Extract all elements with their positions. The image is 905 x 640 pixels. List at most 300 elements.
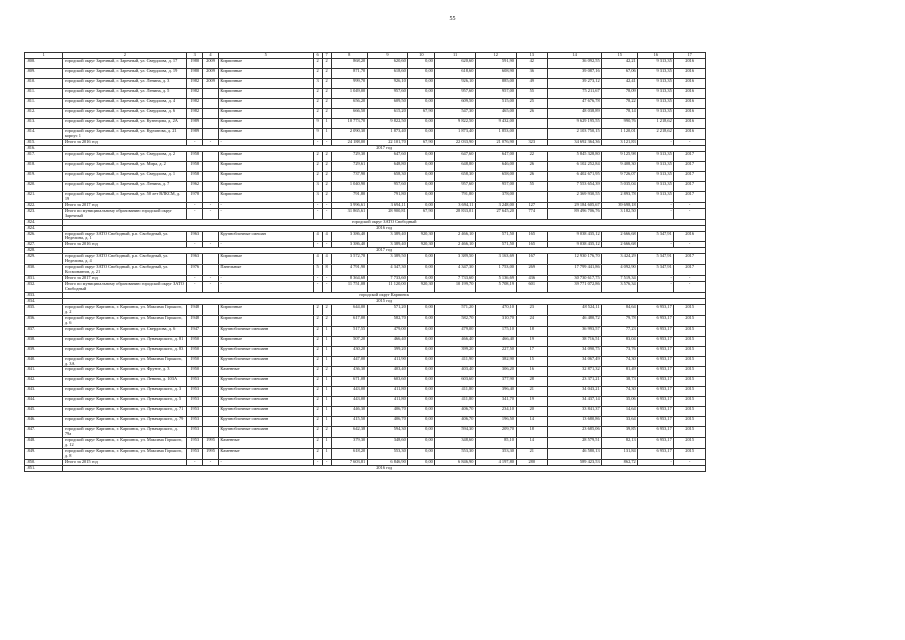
renovation-year-cell <box>203 346 219 356</box>
total-area-cell: 644,00 <box>331 304 367 315</box>
address-cell: Итого по муниципальному образованию городской округ Заречный <box>63 208 187 219</box>
wall-material-cell: Кирпичные <box>218 191 313 202</box>
build-year-cell: 1953 <box>187 449 203 460</box>
wall-material-cell: Крупноблочные смешанн <box>218 346 313 356</box>
table-row <box>25 387 706 397</box>
renovation-year-cell <box>203 99 219 109</box>
planned-year-cell: - <box>674 459 706 465</box>
premises-area-cell: 594,30 <box>367 427 408 438</box>
planned-year-cell: 2015 <box>674 315 706 326</box>
floors-cell: 2 <box>313 69 322 79</box>
build-year-cell: 1953 <box>187 427 203 438</box>
residential-area-cell: 196,50 <box>475 417 516 427</box>
repair-cost-cell: 9 038 435,12 <box>548 231 602 242</box>
wall-material-cell: Крупноблочные смешанн <box>218 407 313 417</box>
entrances-cell: 1 <box>322 387 331 397</box>
total-area-cell: 999,70 <box>331 79 367 89</box>
address-cell: городской округ Карпинск, г. Карпинск, ул. Фрунзе, д. 3 <box>63 367 187 377</box>
residential-area-cell: 310,70 <box>475 315 516 326</box>
residential-area-cell: 306,20 <box>475 367 516 377</box>
unit-cost-cell: 81,49 <box>602 367 638 377</box>
repair-cost-cell: 34 043,21 <box>548 387 602 397</box>
private-area-cell: 603,60 <box>435 377 476 387</box>
wall-material-cell: Кирпичные <box>218 336 313 346</box>
wall-material-cell: Кирпичные <box>218 129 313 140</box>
total-area-cell: 868,20 <box>331 59 367 69</box>
max-cost-cell: 2 218,62 <box>638 129 674 140</box>
total-area-cell: 3 386,40 <box>331 231 367 242</box>
max-cost-cell: 9 313,35 <box>638 161 674 171</box>
max-cost-cell: 6 953,17 <box>638 407 674 417</box>
total-area-cell: 2 090,30 <box>331 129 367 140</box>
wall-material-cell: Крупноблочные смешанн <box>218 397 313 407</box>
wall-material-cell: Кирпичные <box>218 79 313 89</box>
renovation-year-cell <box>203 109 219 119</box>
repair-cost-cell: 589 423,53 <box>548 459 602 465</box>
address-cell: городской округ Заречный, г. Заречный, ул. 50 лет ВЛКСМ, д. 19 <box>63 191 187 202</box>
build-year-cell: 1950 <box>187 336 203 346</box>
total-row <box>25 282 706 293</box>
max-cost-cell: 6 953,17 <box>638 438 674 449</box>
total-area-cell: 617,00 <box>331 315 367 326</box>
floors-cell: 2 <box>313 387 322 397</box>
max-cost-cell: - <box>638 202 674 208</box>
residential-area-cell: 957,00 <box>475 181 516 191</box>
wall-material-cell: Каменные <box>218 438 313 449</box>
unit-cost-cell: 3 576,34 <box>602 282 638 293</box>
wall-material-cell: Крупноблочные смешанн <box>218 387 313 397</box>
address-cell: городской округ Заречный, г. Заречный, ул. Курчатова, д. 21 корпус 1 <box>63 129 187 140</box>
address-cell: городской округ Карпинск, г. Карпинск, ул. Луначарского, д. 3 <box>63 387 187 397</box>
total-area-cell: 871,70 <box>331 69 367 79</box>
residential-area-cell: 85,10 <box>475 438 516 449</box>
renovation-year-cell <box>203 171 219 181</box>
build-year-cell: - <box>187 282 203 293</box>
build-year-cell: 1976 <box>187 265 203 276</box>
planned-year-cell: 2015 <box>674 449 706 460</box>
entrances-cell: - <box>322 139 331 145</box>
planned-year-cell: 2017 <box>674 161 706 171</box>
column-number-cell: 15 <box>602 53 638 59</box>
address-cell: городской округ ЗАТО Свободный, р.п. Свободный, ул. Неделина, д. 4 <box>63 254 187 265</box>
municipal-area-cell: 0,00 <box>408 181 435 191</box>
residential-area-cell: 647,00 <box>475 151 516 161</box>
address-cell: городской округ Заречный, г. Заречный, ул. Ленина, д. 5 <box>63 89 187 99</box>
floors-cell: 2 <box>313 356 322 367</box>
row-number-cell: .838. <box>25 336 63 346</box>
build-year-cell: 1963 <box>187 254 203 265</box>
total-area-cell: 737,90 <box>331 171 367 181</box>
floors-cell: 2 <box>313 417 322 427</box>
floors-cell: - <box>313 242 322 248</box>
municipal-area-cell: 0,00 <box>408 276 435 282</box>
municipal-area-cell: 0,00 <box>408 304 435 315</box>
repair-cost-cell: 17 799 441,86 <box>548 265 602 276</box>
renovation-year-cell: - <box>203 139 219 145</box>
unit-cost-cell: 2 666,68 <box>602 231 638 242</box>
row-number-cell: .843. <box>25 387 63 397</box>
premises-area-cell: 7 733,60 <box>367 276 408 282</box>
max-cost-cell: - <box>638 276 674 282</box>
residential-area-cell: 209,70 <box>475 427 516 438</box>
residential-area-cell: 377,90 <box>475 377 516 387</box>
repair-cost-cell: 75 211,67 <box>548 89 602 99</box>
wall-material-cell: Кирпичные <box>218 181 313 191</box>
residents-cell: 19 <box>516 336 548 346</box>
address-cell: Итого за 2017 год <box>63 276 187 282</box>
planned-year-cell: 2015 <box>674 346 706 356</box>
max-cost-cell: 5 347,91 <box>638 265 674 276</box>
unit-cost-cell: 33,64 <box>602 417 638 427</box>
entrances-cell: 2 <box>322 79 331 89</box>
row-number-cell: .847. <box>25 427 63 438</box>
column-number-cell: 1 <box>25 53 63 59</box>
max-cost-cell: - <box>638 459 674 465</box>
renovation-year-cell <box>203 161 219 171</box>
wall-material-cell: - <box>218 242 313 248</box>
residents-cell: 165 <box>516 231 548 242</box>
municipal-area-cell: 0,00 <box>408 89 435 99</box>
column-number-cell: 16 <box>638 53 674 59</box>
table-row <box>25 449 706 460</box>
address-cell: городской округ Заречный, г. Заречный, ул. Свердлова, д. 6 <box>63 109 187 119</box>
max-cost-cell: 1 218,62 <box>638 119 674 129</box>
build-year-cell: 1958 <box>187 171 203 181</box>
residential-area-cell: 5 136,69 <box>475 276 516 282</box>
column-number-cell: 5 <box>218 53 313 59</box>
wall-material-cell: Крупноблочные смешанн <box>218 427 313 438</box>
section-heading-cell: городской округ ЗАТО Свободный <box>63 219 706 225</box>
row-number-cell: .841. <box>25 367 63 377</box>
max-cost-cell: 9 313,35 <box>638 151 674 161</box>
repair-cost-cell: 48 038,89 <box>548 109 602 119</box>
private-area-cell: 571,20 <box>435 304 476 315</box>
repair-cost-cell: 33 841,37 <box>548 407 602 417</box>
table-row <box>25 89 706 99</box>
private-area-cell: 406,70 <box>435 407 476 417</box>
premises-area-cell: 9 822,50 <box>367 119 408 129</box>
residents-cell: 127 <box>516 202 548 208</box>
premises-area-cell: 11 120,00 <box>367 282 408 293</box>
residents-cell: 18 <box>516 326 548 336</box>
repair-cost-cell: 12 930 176,70 <box>548 254 602 265</box>
total-area-cell: 11 751,08 <box>331 282 367 293</box>
planned-year-cell: 2015 <box>674 367 706 377</box>
entrances-cell: 2 <box>322 59 331 69</box>
max-cost-cell: 6 953,17 <box>638 427 674 438</box>
planned-year-cell: - <box>674 208 706 219</box>
entrances-cell: 1 <box>322 407 331 417</box>
municipal-area-cell: 0,00 <box>408 417 435 427</box>
residents-cell <box>516 129 548 140</box>
column-number-cell: 17 <box>674 53 706 59</box>
wall-material-cell: - <box>218 459 313 465</box>
build-year-cell: 1950 <box>187 346 203 356</box>
unit-cost-cell: 14,64 <box>602 407 638 417</box>
repair-cost-cell: 6 102 252,84 <box>548 161 602 171</box>
municipal-area-cell: 0,00 <box>408 99 435 109</box>
wall-material-cell: - <box>218 139 313 145</box>
table-row <box>25 326 706 336</box>
repair-cost-cell: 34 692 364,36 <box>548 139 602 145</box>
unit-cost-cell: 2 893,78 <box>602 191 638 202</box>
address-cell: городской округ Заречный, г. Заречный, ул. Свердлова, д. 4 <box>63 99 187 109</box>
renovation-year-cell <box>203 304 219 315</box>
entrances-cell: 2 <box>322 89 331 99</box>
row-number-cell: .846. <box>25 417 63 427</box>
municipal-area-cell: 0,00 <box>408 438 435 449</box>
renovation-year-cell <box>203 377 219 387</box>
municipal-area-cell: 67,90 <box>408 208 435 219</box>
address-cell: городской округ Карпинск, г. Карпинск, ул. Максима Горького, д. 6 <box>63 315 187 326</box>
premises-area-cell: 1 873,40 <box>367 129 408 140</box>
renovation-year-cell: 2009 <box>203 79 219 89</box>
entrances-cell: 4 <box>322 231 331 242</box>
unit-cost-cell: 862,72 <box>602 459 638 465</box>
residents-cell: 323 <box>516 139 548 145</box>
residents-cell: 49 <box>516 79 548 89</box>
entrances-cell: 1 <box>322 129 331 140</box>
entrances-cell: - <box>322 208 331 219</box>
max-cost-cell: 6 953,17 <box>638 377 674 387</box>
address-cell: городской округ Карпинск, г. Карпинск, ул. Луначарского, д. 5 <box>63 397 187 407</box>
municipal-area-cell: 920,30 <box>408 282 435 293</box>
max-cost-cell: - <box>638 242 674 248</box>
row-number-cell: .836. <box>25 315 63 326</box>
residents-cell <box>516 191 548 202</box>
entrances-cell: 2 <box>322 315 331 326</box>
total-area-cell: 517,55 <box>331 326 367 336</box>
row-number-cell: .840. <box>25 356 63 367</box>
municipal-area-cell: 0,00 <box>408 449 435 460</box>
unit-cost-cell: 990,76 <box>602 119 638 129</box>
column-number-cell: 10 <box>408 53 435 59</box>
entrances-cell: 2 <box>322 171 331 181</box>
renovation-year-cell <box>203 89 219 99</box>
municipal-area-cell: 0,00 <box>408 202 435 208</box>
residential-area-cell: 646,00 <box>475 161 516 171</box>
build-year-cell: - <box>187 276 203 282</box>
floors-cell: - <box>313 282 322 293</box>
municipal-area-cell: 67,90 <box>408 109 435 119</box>
total-area-cell: 443,00 <box>331 387 367 397</box>
repair-cost-cell: 46 480,72 <box>548 315 602 326</box>
private-area-cell: 411,80 <box>435 397 476 407</box>
municipal-area-cell: 0,00 <box>408 336 435 346</box>
renovation-year-cell: 2009 <box>203 69 219 79</box>
residential-area-cell: 957,00 <box>475 89 516 99</box>
max-cost-cell: 9 313,35 <box>638 191 674 202</box>
planned-year-cell: 2017 <box>674 171 706 181</box>
repair-cost-cell: 9 038 435,12 <box>548 242 602 248</box>
wall-material-cell: Кирпичные <box>218 161 313 171</box>
row-number-cell: .835. <box>25 304 63 315</box>
private-area-cell: 466,40 <box>435 336 476 346</box>
renovation-year-cell <box>203 191 219 202</box>
planned-year-cell: 2015 <box>674 407 706 417</box>
max-cost-cell: 9 313,35 <box>638 109 674 119</box>
private-area-cell: 926,10 <box>435 79 476 89</box>
floors-cell: - <box>313 139 322 145</box>
build-year-cell: - <box>187 242 203 248</box>
wall-material-cell: Каменные <box>218 449 313 460</box>
planned-year-cell: 2017 <box>674 265 706 276</box>
table-row <box>25 356 706 367</box>
residential-area-cell: 21 076,90 <box>475 139 516 145</box>
premises-area-cell: 466,40 <box>367 336 408 346</box>
unit-cost-cell: 83,04 <box>602 336 638 346</box>
address-cell: Итого за 2017 год <box>63 202 187 208</box>
municipal-area-cell: 0,00 <box>408 356 435 367</box>
column-number-cell: 13 <box>516 53 548 59</box>
residents-cell: 26 <box>516 171 548 181</box>
row-number-cell: .823. <box>25 208 63 219</box>
residential-area-cell: 3 163,69 <box>475 254 516 265</box>
repair-cost-cell: 29 184 605,67 <box>548 202 602 208</box>
residents-cell: 42 <box>516 59 548 69</box>
total-area-cell: 666,50 <box>331 109 367 119</box>
table-row <box>25 377 706 387</box>
residents-cell: 55 <box>516 181 548 191</box>
premises-area-cell: 571,20 <box>367 304 408 315</box>
residential-area-cell: 341,70 <box>475 397 516 407</box>
renovation-year-cell <box>203 326 219 336</box>
private-area-cell: 399,20 <box>435 346 476 356</box>
planned-year-cell: 2015 <box>674 387 706 397</box>
row-number-cell: .842. <box>25 377 63 387</box>
repair-cost-cell: 13 680,86 <box>548 417 602 427</box>
municipal-area-cell: 0,00 <box>408 346 435 356</box>
wall-material-cell: - <box>218 202 313 208</box>
planned-year-cell: 2015 <box>674 356 706 367</box>
table-row <box>25 397 706 407</box>
repair-cost-cell: 38 716,51 <box>548 336 602 346</box>
residential-area-cell: 515,00 <box>475 99 516 109</box>
residents-cell: 28 <box>516 377 548 387</box>
total-area-cell: 618,20 <box>331 449 367 460</box>
residential-area-cell: 466,40 <box>475 336 516 346</box>
residents-cell: 774 <box>516 208 548 219</box>
premises-area-cell: 791,80 <box>367 191 408 202</box>
renovation-year-cell: - <box>203 276 219 282</box>
table-row <box>25 336 706 346</box>
row-number-cell: .824. <box>25 225 63 231</box>
residential-area-cell: 227,50 <box>475 346 516 356</box>
address-cell: городской округ ЗАТО Свободный, р.п. Свободный, ул. Космонавтов, д. 21 <box>63 265 187 276</box>
residential-area-cell: 465,00 <box>475 109 516 119</box>
column-number-cell: 4 <box>203 53 219 59</box>
unit-cost-cell: 84,64 <box>602 304 638 315</box>
column-number-cell: 14 <box>548 53 602 59</box>
premises-area-cell: 399,20 <box>367 346 408 356</box>
premises-area-cell: 957,60 <box>367 89 408 99</box>
premises-area-cell: 403,40 <box>367 367 408 377</box>
unit-cost-cell: 38,73 <box>602 377 638 387</box>
premises-area-cell: 3 694,11 <box>367 202 408 208</box>
repair-cost-cell: 9 629 195,55 <box>548 119 602 129</box>
private-area-cell: 6 846,90 <box>435 459 476 465</box>
residential-area-cell: 885,00 <box>475 79 516 89</box>
residential-area-cell: 608,90 <box>475 69 516 79</box>
column-number-cell: 12 <box>475 53 516 59</box>
private-area-cell: 620,60 <box>435 59 476 69</box>
premises-area-cell: 658,30 <box>367 171 408 181</box>
table-row <box>25 427 706 438</box>
section-heading-row <box>25 465 706 471</box>
residents-cell: 24 <box>516 315 548 326</box>
row-number-cell: .817. <box>25 151 63 161</box>
municipal-area-cell: 920,30 <box>408 231 435 242</box>
residents-cell: 14 <box>516 438 548 449</box>
table-row <box>25 161 706 171</box>
table-row <box>25 265 706 276</box>
renovation-year-cell: 1995 <box>203 438 219 449</box>
max-cost-cell: 9 313,35 <box>638 59 674 69</box>
repair-cost-cell: 30 730 617,75 <box>548 276 602 282</box>
section-heading-cell: 2016 год <box>63 465 706 471</box>
residents-cell: 269 <box>516 265 548 276</box>
max-cost-cell: - <box>638 282 674 293</box>
premises-area-cell: 553,30 <box>367 449 408 460</box>
entrances-cell: 1 <box>322 356 331 367</box>
wall-material-cell: Кирпичные <box>218 119 313 129</box>
private-area-cell: 957,60 <box>435 181 476 191</box>
column-number-cell: 11 <box>435 53 476 59</box>
address-cell: городской округ Карпинск, г. Карпинск, ул. Максима Горького, д. 12 <box>63 438 187 449</box>
planned-year-cell: 2015 <box>674 427 706 438</box>
max-cost-cell: 6 953,17 <box>638 449 674 460</box>
repair-cost-cell: 7 553 654,39 <box>548 181 602 191</box>
repair-cost-cell: 46 580,13 <box>548 449 602 460</box>
premises-area-cell: 3 389,40 <box>367 231 408 242</box>
max-cost-cell: - <box>638 208 674 219</box>
table-row <box>25 191 706 202</box>
repair-cost-cell: 34 437,14 <box>548 397 602 407</box>
table-row <box>25 181 706 191</box>
planned-year-cell: 2016 <box>674 109 706 119</box>
address-cell: городской округ Заречный, г. Заречный, ул. Ленина, д. 3 <box>63 79 187 89</box>
municipal-area-cell: 0,00 <box>408 427 435 438</box>
unit-cost-cell: 3 182,50 <box>602 208 638 219</box>
max-cost-cell: 9 313,35 <box>638 181 674 191</box>
wall-material-cell: Кирпичные <box>218 315 313 326</box>
row-number-cell: .832. <box>25 282 63 293</box>
total-area-cell: 443,00 <box>331 397 367 407</box>
max-cost-cell: 9 313,35 <box>638 79 674 89</box>
municipal-area-cell: 0,00 <box>408 377 435 387</box>
build-year-cell: - <box>187 208 203 219</box>
row-number-cell: .811. <box>25 99 63 109</box>
build-year-cell: 1958 <box>187 161 203 171</box>
renovation-year-cell <box>203 254 219 265</box>
max-cost-cell: 6 953,17 <box>638 326 674 336</box>
renovation-year-cell <box>203 427 219 438</box>
residents-cell: 18 <box>516 427 548 438</box>
wall-material-cell: - <box>218 208 313 219</box>
residents-cell: 165 <box>516 242 548 248</box>
unit-cost-cell: 131,84 <box>602 449 638 460</box>
max-cost-cell: - <box>638 139 674 145</box>
residents-cell: 436 <box>516 276 548 282</box>
table-row <box>25 119 706 129</box>
residents-cell: 19 <box>516 397 548 407</box>
municipal-area-cell: 0,00 <box>408 367 435 377</box>
municipal-area-cell: 0,00 <box>408 59 435 69</box>
renovation-year-cell: - <box>203 208 219 219</box>
premises-area-cell: 3 389,40 <box>367 242 408 248</box>
private-area-cell: 618,60 <box>435 69 476 79</box>
total-area-cell: 656,20 <box>331 99 367 109</box>
